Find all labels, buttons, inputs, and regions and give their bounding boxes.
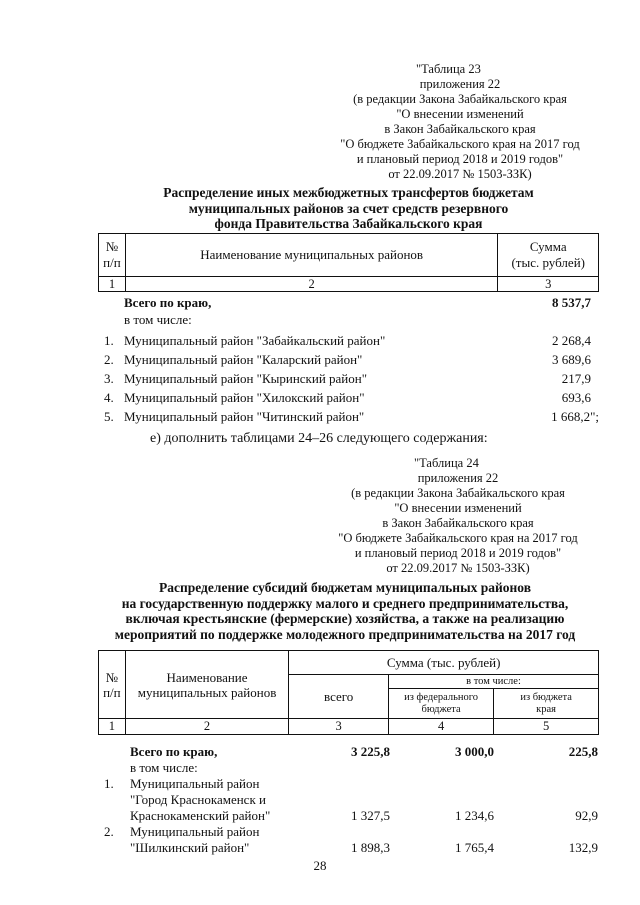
row-value-all: 1 898,3 xyxy=(351,840,390,855)
col-num-header: № п/п xyxy=(99,234,126,277)
caption-line: и плановый период 2018 и 2019 годов" xyxy=(356,152,564,166)
caption-line: от 22.09.2017 № 1503-ЗЗК) xyxy=(386,561,530,575)
table23-header xyxy=(98,233,599,292)
caption-line: от 22.09.2017 № 1503-ЗЗК) xyxy=(388,167,532,181)
col-including-header: в том числе: xyxy=(389,675,599,689)
row-value-all: 1 327,5 xyxy=(351,808,390,823)
table24-header xyxy=(98,650,599,735)
col-number: 2 xyxy=(125,719,289,735)
col-number: 3 xyxy=(289,719,389,735)
row-value: 3 689,6 xyxy=(552,352,591,367)
title-line: мероприятий по поддержке молодежного предпринимательства на 2017 год xyxy=(114,626,576,642)
caption-line: "О бюджете Забайкальского края на 2017 год xyxy=(340,137,580,151)
total-value: 8 537,7 xyxy=(552,295,591,310)
title-line: Распределение субсидий бюджетам муниципальных районов xyxy=(158,580,532,595)
caption-line: приложения 22 xyxy=(417,471,499,485)
table23-title xyxy=(98,185,599,232)
including-label: в том числе: xyxy=(124,312,192,327)
title-line: фонда Правительства Забайкальского края xyxy=(214,216,483,231)
row-value: 1 668,2"; xyxy=(551,409,599,424)
title-line: Распределение иных межбюджетных трансфертов бюджетам xyxy=(163,185,534,200)
row-value-federal: 1 765,4 xyxy=(455,840,494,855)
row-value: 217,9 xyxy=(561,371,591,386)
caption-line: и плановый период 2018 и 2019 годов" xyxy=(354,546,562,560)
caption-line: в Закон Забайкальского края xyxy=(384,122,536,136)
row-name: Муниципальный район "Каларский район" xyxy=(124,352,363,367)
title-line: включая крестьянские (фермерские) хозяйства, а также на реализацию xyxy=(125,611,565,626)
row-num: 5. xyxy=(104,409,114,424)
caption-line: "О бюджете Забайкальского края на 2017 год xyxy=(338,531,578,545)
row-name: Муниципальный район "Кыринский район" xyxy=(124,371,368,386)
table23-caption xyxy=(330,62,590,182)
row-num: 2. xyxy=(104,824,114,839)
row-name-line: "Шилкинский район" xyxy=(130,840,250,855)
page-number: 28 xyxy=(313,858,327,873)
table24-caption xyxy=(326,456,590,576)
col-number: 4 xyxy=(389,719,494,735)
total-value-regional: 225,8 xyxy=(568,744,598,759)
col-number: 1 xyxy=(99,277,126,292)
row-name: Муниципальный район "Забайкальский район" xyxy=(124,333,386,348)
col-number: 3 xyxy=(498,277,599,292)
caption-line: в Закон Забайкальского края xyxy=(382,516,534,530)
total-value-all: 3 225,8 xyxy=(351,744,390,759)
col-federal-header: из федерального бюджета xyxy=(389,689,494,719)
caption-line: "Таблица 24 xyxy=(414,456,479,470)
col-sum-header: Сумма (тыс. рублей) xyxy=(289,651,599,675)
title-line: на государственную поддержку малого и среднего предпринимательства, xyxy=(121,595,569,611)
col-sum-header: Сумма (тыс. рублей) xyxy=(498,234,599,277)
caption-line: (в редакции Закона Забайкальского края xyxy=(351,486,565,500)
col-num-header: № п/п xyxy=(99,651,126,719)
row-name-line: Муниципальный район xyxy=(130,824,260,839)
caption-line: "О внесении изменений xyxy=(396,107,524,121)
caption-line: (в редакции Закона Забайкальского края xyxy=(353,92,567,106)
title-line: муниципальных районов за счет средств резервного xyxy=(188,200,509,216)
caption-line: приложения 22 xyxy=(419,77,501,91)
col-number: 2 xyxy=(125,277,498,292)
row-name-line: Краснокаменский район" xyxy=(130,808,271,823)
amendment-paragraph: е) дополнить таблицами 24–26 следующего содержания: xyxy=(150,431,488,446)
col-number: 1 xyxy=(99,719,126,735)
col-regional-header: из бюджета края xyxy=(494,689,599,719)
col-number: 5 xyxy=(494,719,599,735)
col-name-header: Наименование муниципальных районов xyxy=(125,234,498,277)
row-num: 4. xyxy=(104,390,114,405)
caption-line: "О внесении изменений xyxy=(394,501,522,515)
table24-title xyxy=(80,580,610,642)
row-value: 693,6 xyxy=(561,390,591,405)
row-name: Муниципальный район "Хилокский район" xyxy=(124,390,365,405)
row-value-regional: 92,9 xyxy=(575,808,598,823)
row-num: 3. xyxy=(104,371,114,386)
total-label: Всего по краю, xyxy=(124,295,212,310)
col-total-header: всего xyxy=(289,675,389,719)
row-value: 2 268,4 xyxy=(552,333,591,348)
row-num: 1. xyxy=(104,333,114,348)
row-name: Муниципальный район "Читинский район" xyxy=(124,409,365,424)
total-value-federal: 3 000,0 xyxy=(455,744,494,759)
row-value-regional: 132,9 xyxy=(568,840,598,855)
row-name-line: "Город Краснокаменск и xyxy=(130,792,266,807)
row-name-line: Муниципальный район xyxy=(130,776,260,791)
caption-line: "Таблица 23 xyxy=(416,62,481,76)
total-label: Всего по краю, xyxy=(130,744,218,759)
row-num: 2. xyxy=(104,352,114,367)
row-value-federal: 1 234,6 xyxy=(455,808,494,823)
col-name-header: Наименование муниципальных районов xyxy=(125,651,289,719)
including-label: в том числе: xyxy=(130,760,198,775)
row-num: 1. xyxy=(104,776,114,791)
